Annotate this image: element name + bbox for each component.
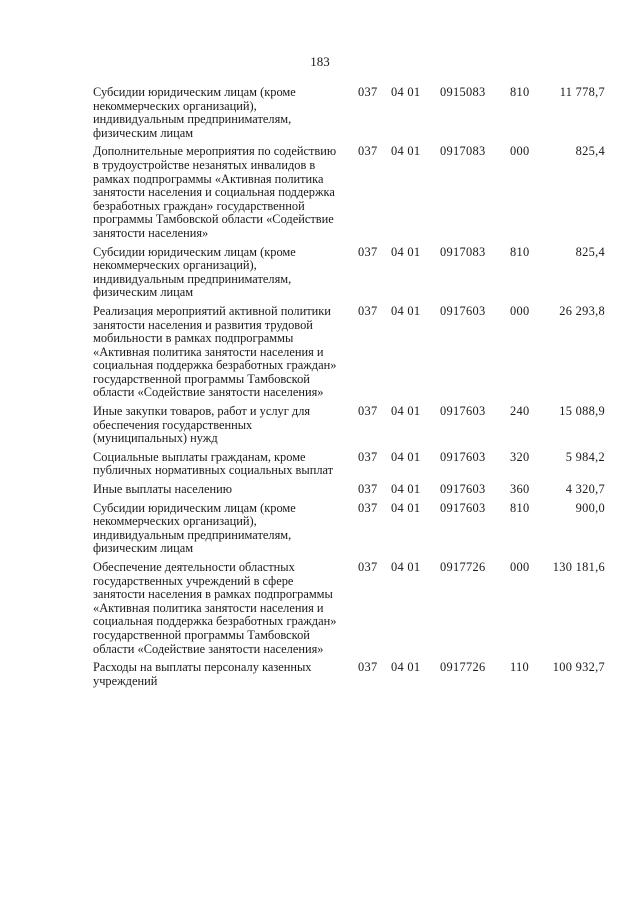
row-code: 037: [358, 449, 378, 464]
row-name: Субсидии юридическим лицам (кроме некоммерческих организаций), индивидуальным предпринимателям, физическим лицам: [93, 244, 296, 300]
row-vr: 810: [510, 244, 530, 259]
row-csr: 0917083: [440, 144, 486, 159]
row-sum: 26 293,8: [559, 303, 605, 318]
row-section: 04 01: [391, 500, 421, 515]
row-name: Расходы на выплаты персоналу казенных учреждений: [93, 660, 312, 688]
row-sum: 11 778,7: [559, 85, 605, 99]
table-row: [93, 145, 605, 245]
row-csr: 0917726: [440, 560, 486, 574]
table-row: [93, 246, 605, 305]
table-row: [93, 502, 605, 561]
row-code: 037: [358, 560, 378, 574]
row-vr: 000: [510, 303, 530, 318]
row-sum: 130 181,6: [552, 560, 605, 574]
row-code: 037: [358, 660, 378, 675]
row-vr: 000: [510, 144, 530, 159]
table-row: [93, 661, 605, 693]
row-csr: 0917603: [440, 449, 486, 464]
row-name: Социальные выплаты гражданам, кроме публичных нормативных социальных выплат: [93, 449, 334, 478]
row-code: 037: [358, 482, 378, 497]
row-sum: 825,4: [575, 144, 605, 159]
row-sum: 15 088,9: [559, 404, 605, 419]
row-name: Дополнительные мероприятия по содействию в трудоустройстве незанятых инвалидов в рамках подпрограммы «Активная политика занятости населения и социальная поддержка безработных граждан» государственной программы Тамбовской области «Содействие занятости населения»: [93, 144, 337, 240]
row-csr: 0917603: [440, 482, 486, 497]
row-section: 04 01: [391, 303, 421, 318]
row-csr: 0917603: [440, 404, 486, 419]
row-name: Иные закупки товаров, работ и услуг для обеспечения государственных (муниципальных) нужд: [93, 404, 311, 446]
row-section: 04 01: [391, 560, 421, 574]
row-sum: 4 320,7: [565, 482, 605, 497]
budget-table: [93, 86, 605, 693]
row-name: Субсидии юридическим лицам (кроме некоммерческих организаций), индивидуальным предпринимателям, физическим лицам: [93, 500, 296, 556]
row-csr: 0917603: [440, 303, 486, 318]
row-vr: 360: [510, 482, 530, 497]
row-section: 04 01: [391, 244, 421, 259]
row-name: Субсидии юридическим лицам (кроме некоммерческих организаций), индивидуальным предпринимателям, физическим лицам: [93, 85, 296, 140]
row-section: 04 01: [391, 85, 421, 99]
row-vr: 000: [510, 560, 530, 574]
table-row: [93, 305, 605, 405]
table-row: [93, 561, 605, 661]
table-row: [93, 405, 605, 451]
table-row: [93, 483, 605, 502]
row-vr: 810: [510, 500, 530, 515]
table-row: [93, 86, 605, 145]
row-section: 04 01: [391, 144, 421, 159]
row-vr: 810: [510, 85, 530, 99]
row-csr: 0915083: [440, 85, 486, 99]
table-row: [93, 451, 605, 483]
row-name: Иные выплаты населению: [93, 482, 232, 497]
row-csr: 0917603: [440, 500, 486, 515]
row-sum: 825,4: [575, 244, 605, 259]
row-code: 037: [358, 404, 378, 419]
row-code: 037: [358, 144, 378, 159]
row-sum: 900,0: [575, 500, 605, 515]
row-code: 037: [358, 244, 378, 259]
row-sum: 100 932,7: [552, 660, 605, 675]
row-code: 037: [358, 303, 378, 318]
row-vr: 240: [510, 404, 530, 419]
page-number: 183: [310, 54, 330, 69]
row-vr: 110: [510, 660, 530, 675]
row-section: 04 01: [391, 449, 421, 464]
row-section: 04 01: [391, 660, 421, 675]
row-section: 04 01: [391, 404, 421, 419]
row-section: 04 01: [391, 482, 421, 497]
row-name: Обеспечение деятельности областных государственных учреждений в сфере занятости населения в рамках подпрограммы «Активная политика занятости населения и социальная поддержка безработных граждан» государственной программы Тамбовской области «Содействие занятости населения»: [93, 560, 337, 656]
row-code: 037: [358, 500, 378, 515]
row-vr: 320: [510, 449, 530, 464]
row-csr: 0917083: [440, 244, 486, 259]
row-code: 037: [358, 85, 378, 99]
row-csr: 0917726: [440, 660, 486, 675]
row-sum: 5 984,2: [565, 449, 605, 464]
row-name: Реализация мероприятий активной политики занятости населения и развития трудовой мобильности в рамках подпрограммы «Активная политика занятости населения и социальная поддержка безработных граждан» государственной программы Тамбовской области «Содействие занятости населения»: [93, 303, 337, 400]
